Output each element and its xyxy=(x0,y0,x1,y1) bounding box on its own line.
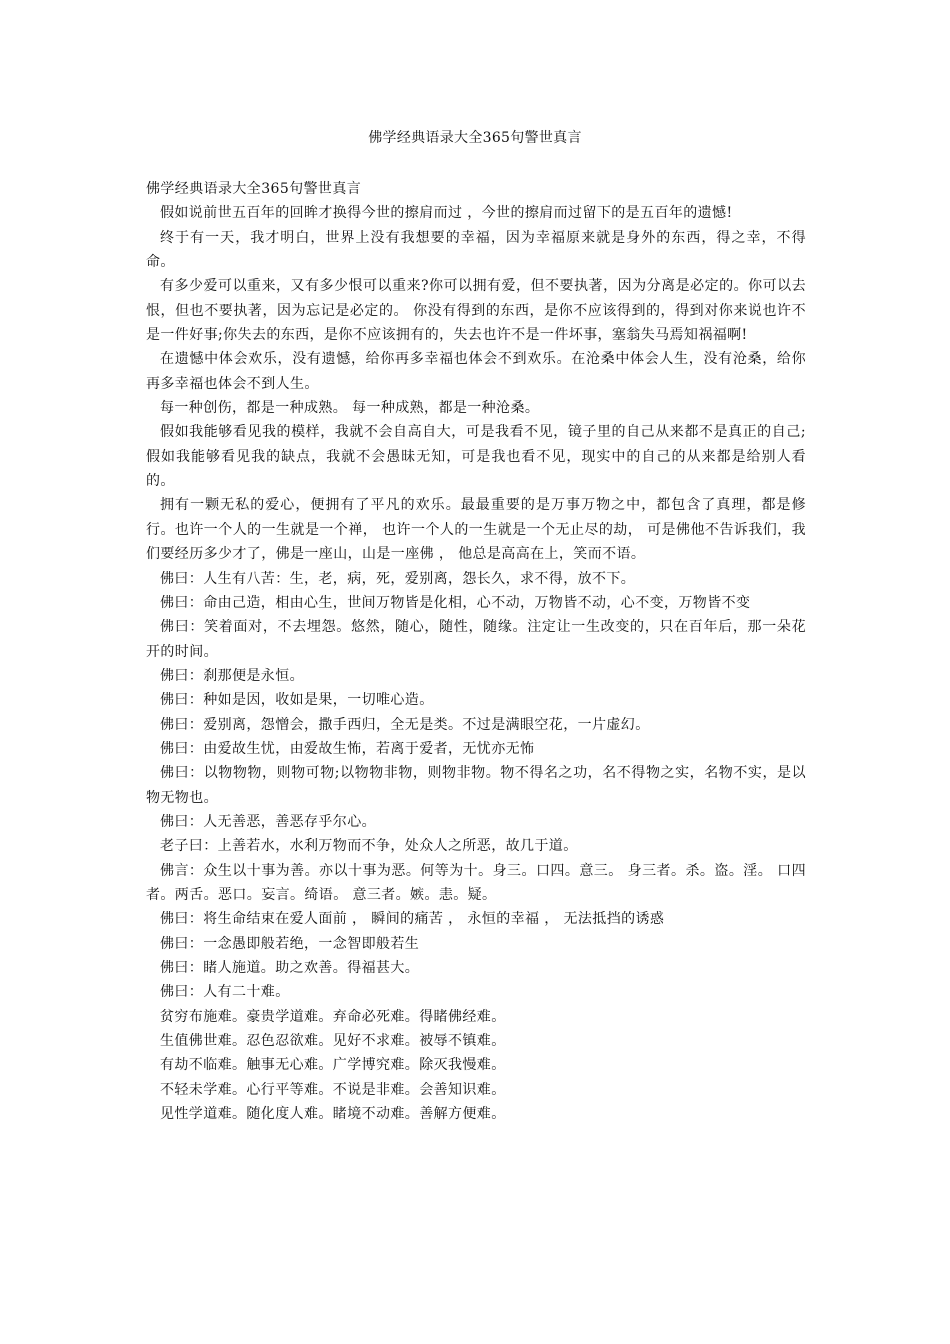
paragraph: 佛曰：人无善恶，善恶存乎尔心。 xyxy=(160,813,376,830)
paragraph: 佛曰：睹人施道。助之欢善。得福甚大。 xyxy=(160,960,420,976)
paragraph: 在遗憾中体会欢乐，没有遗憾，给你再多幸福也体会不到欢乐。在沧桑中体会人生，没有沧桑，给你再多幸福也体会不到人生。 xyxy=(146,351,806,392)
paragraph: 见性学道难。随化度人难。睹境不动难。善解方便难。 xyxy=(160,1106,506,1123)
paragraph: 贫穷布施难。豪贵学道难。弃命必死难。得睹佛经难。 xyxy=(160,1008,506,1025)
paragraph: 假如说前世五百年的回眸才换得今世的擦肩而过 ，今世的擦肩而过留下的是五百年的遗憾! xyxy=(160,205,733,222)
paragraph: 假如我能够看见我的模样，我就不会自高自大，可是我看不见，镜子里的自己从来都不是真正的自己; 假如我能够看见我的缺点，我就不会愚昧无知，可是我也看不见，现实中的自己的从来都是给别人看的。 xyxy=(146,424,806,490)
paragraph: 佛曰：爱别离，怨憎会，撒手西归，全无是类。不过是满眼空花，一片虚幻。 xyxy=(160,716,650,733)
document-subtitle: 佛学经典语录大全365句警世真言 xyxy=(146,181,362,197)
paragraph: 佛言：众生以十事为善。亦以十事为恶。何等为十。身三。口四。意三。 身三者。杀。盗。淫。 口四者。两舌。恶口。妄言。绮语。 意三者。嫉。恚。疑。 xyxy=(146,862,806,903)
paragraph: 有劫不临难。触事无心难。广学博究难。除灭我慢难。 xyxy=(160,1057,506,1074)
document-body xyxy=(146,177,806,1126)
paragraph: 佛曰：人生有八苦：生，老，病，死，爱别离，怨长久，求不得，放不下。 xyxy=(160,570,636,587)
paragraph: 佛曰：笑着面对，不去埋怨。悠然，随心，随性，随缘。注定让一生改变的，只在百年后，那一朵花开的时间。 xyxy=(146,619,806,660)
paragraph: 佛曰：种如是因，收如是果，一切唯心造。 xyxy=(160,692,434,709)
paragraph: 每一种创伤，都是一种成熟。 每一种成熟，都是一种沧桑。 xyxy=(160,400,540,417)
paragraph: 拥有一颗无私的爱心，便拥有了平凡的欢乐。最最重要的是万事万物之中，都包含了真理，都是修行。也许一个人的一生就是一个禅， 也许一个人的一生就是一个无止尽的劫， 可是佛他不告诉我们，我们要经历多少才了，佛是一座山，山是一座佛 ， 他总是高高在上，笑而不语。 xyxy=(146,497,806,563)
document-title: 佛学经典语录大全365句警世真言 xyxy=(368,130,582,146)
paragraph: 佛曰：刹那便是永恒。 xyxy=(160,667,304,684)
paragraph: 不轻未学难。心行平等难。不说是非难。会善知识难。 xyxy=(160,1081,506,1098)
paragraph: 佛曰：一念愚即般若绝，一念智即般若生 xyxy=(160,935,420,952)
paragraph: 佛曰：命由己造，相由心生，世间万物皆是化相，心不动，万物皆不动，心不变，万物皆不变 xyxy=(160,594,751,611)
paragraph: 生值佛世难。忍色忍欲难。见好不求难。被辱不镇难。 xyxy=(160,1033,506,1050)
paragraph: 佛曰：以物物物，则物可物;以物物非物，则物非物。物不得名之功，名不得物之实，名物不实，是以物无物也。 xyxy=(146,765,806,806)
paragraph: 佛曰：将生命结束在爱人面前 ， 瞬间的痛苦 ， 永恒的幸福 ， 无法抵挡的诱惑 xyxy=(160,911,665,928)
paragraph: 有多少爱可以重来，又有多少恨可以重来?你可以拥有爱，但不要执著，因为分离是必定的。你可以去恨，但也不要执著，因为忘记是必定的。 你没有得到的东西，是你不应该得到的，得到对你来说也许不是一件好事;你失去的东西，是你不应该拥有的，失去也许不是一件坏事，塞翁失马焉知祸福啊! xyxy=(146,278,806,344)
paragraph: 佛曰：人有二十难。 xyxy=(160,984,290,1001)
paragraph: 老子曰：上善若水，水利万物而不争，处众人之所恶，故几于道。 xyxy=(160,838,578,855)
paragraph: 佛曰：由爱故生忧，由爱故生怖，若离于爱者，无忧亦无怖 xyxy=(160,740,535,757)
paragraph: 终于有一天，我才明白，世界上没有我想要的幸福，因为幸福原来就是身外的东西，得之幸，不得命。 xyxy=(146,229,806,271)
